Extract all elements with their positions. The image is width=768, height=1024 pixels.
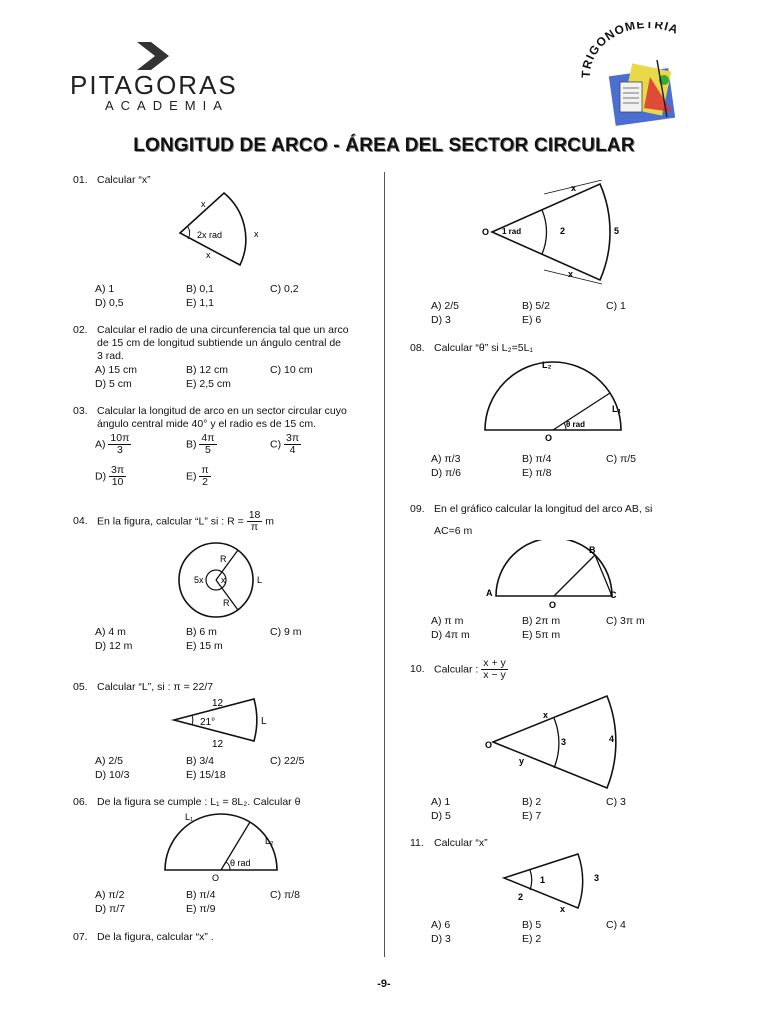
svg-text:3: 3 (594, 873, 600, 883)
options-q03: A) $\frac{10\pi}{3}$ B) $\frac{4\pi}{5}$ C) $\frac{3\pi}{4}$ D) $\frac{3\pi}{10}$ E) $\frac{\pi}{2}$ (95, 432, 300, 488)
options-q06: A) π/2 B) π/4 C) π/8 D) π/7 E) π/9 (95, 889, 300, 915)
question-02: 02. Calcular el radio de una circunferencia tal que un arco de 15 cm de longitud subtiende un ángulo central de 3 rad. (73, 324, 349, 362)
figure-q10 (483, 692, 623, 797)
question-10: 10. Calcular : $\frac{x + y}{x - y}$ (410, 657, 506, 681)
academy-logo (70, 38, 240, 118)
question-07: 07. De la figura, calcular “x” . (73, 931, 214, 943)
options-q02: A) 15 cm B) 12 cm C) 10 cm D) 5 cm E) 2,5 cm (95, 364, 313, 390)
svg-text:L: L (261, 716, 267, 727)
question-04: 04. En la figura, calcular “L” si : R = $\frac{18}{\pi}$ m (73, 509, 275, 533)
logo-subtitle: ACADEMIA (105, 98, 229, 113)
svg-text:L: L (257, 575, 263, 585)
badge-text (580, 22, 710, 85)
options-q10: A) 1 B) 2 C) 3 D) 5 E) 7 (431, 796, 626, 822)
svg-text:4: 4 (609, 734, 615, 744)
svg-text:O: O (482, 227, 490, 237)
svg-text:5: 5 (614, 226, 620, 236)
svg-text:θ rad: θ rad (566, 420, 585, 429)
question-11: 11. Calcular “x” (410, 837, 488, 849)
svg-text:A: A (486, 588, 493, 598)
svg-text:12: 12 (212, 698, 224, 709)
svg-text:R: R (223, 598, 230, 608)
svg-text:x: x (571, 183, 577, 193)
svg-text:x: x (221, 575, 226, 585)
svg-text:L₂: L₂ (542, 360, 552, 370)
svg-text:L₁: L₁ (185, 812, 194, 822)
svg-text:O: O (485, 740, 493, 750)
svg-text:x: x (560, 904, 566, 914)
question-01: 01. Calcular “x” (73, 174, 151, 186)
svg-text:θ rad: θ rad (230, 858, 251, 868)
page-number: -9- (377, 978, 391, 990)
svg-text:12: 12 (212, 739, 224, 750)
svg-text:2: 2 (518, 892, 524, 902)
options-q08: A) π/3 B) π/4 C) π/5 D) π/6 E) π/8 (431, 453, 636, 479)
options-q05: A) 2/5 B) 3/4 C) 22/5 D) 10/3 E) 15/18 (95, 755, 305, 781)
svg-text:5x: 5x (194, 575, 204, 585)
question-08: 08. Calcular “θ” si L₂=5L₁ (410, 342, 533, 354)
figure-q11 (500, 850, 610, 915)
options-q11: A) 6 B) 5 C) 4 D) 3 E) 2 (431, 919, 626, 945)
svg-text:x: x (201, 199, 206, 209)
question-09: 09. En el gráfico calcular la longitud del arco AB, si AC=6 m (410, 503, 653, 537)
figure-q05 (170, 695, 280, 750)
svg-text:O: O (212, 873, 220, 883)
svg-text:L₁: L₁ (612, 404, 622, 414)
svg-text:x: x (206, 250, 211, 260)
figure-q04 (175, 540, 275, 620)
page-title: LONGITUD DE ARCO - ÁREA DEL SECTOR CIRCULAR (133, 135, 635, 156)
chevron-logo-icon (135, 38, 171, 74)
svg-text:O: O (549, 600, 557, 610)
question-03: 03. Calcular la longitud de arco en un sector circular cuyo ángulo central mide 40° y el radio es de 15 cm. (73, 405, 347, 430)
svg-text:x: x (568, 269, 574, 279)
svg-text:2x rad: 2x rad (197, 230, 223, 240)
svg-text:TRIGONOMETRÍA: TRIGONOMETRÍA (580, 22, 681, 79)
svg-text:C: C (610, 590, 617, 600)
svg-text:y: y (519, 756, 525, 766)
svg-text:x: x (543, 710, 549, 720)
options-q07: A) 2/5 B) 5/2 C) 1 D) 3 E) 6 (431, 300, 626, 326)
svg-text:1: 1 (540, 875, 546, 885)
logo-name: PITAGORAS (70, 70, 238, 100)
question-05: 05. Calcular “L”, si : π = 22/7 (73, 681, 214, 693)
svg-text:3: 3 (561, 737, 567, 747)
question-06: 06. De la figura se cumple : L₁ = 8L₂. Calcular θ (73, 796, 301, 808)
figure-q09 (480, 540, 625, 612)
svg-text:2: 2 (560, 226, 566, 236)
svg-text:x: x (254, 229, 259, 239)
svg-text:1 rad: 1 rad (502, 227, 522, 236)
svg-text:R: R (220, 554, 227, 564)
figure-q07 (480, 180, 630, 285)
figure-q01 (170, 185, 280, 275)
figure-q06 (160, 810, 285, 885)
options-q01: A) 1 B) 0,1 C) 0,2 D) 0,5 E) 1,1 (95, 283, 299, 309)
svg-text:L₂: L₂ (265, 836, 274, 846)
figure-q08 (480, 357, 630, 447)
svg-text:21°: 21° (200, 717, 216, 728)
trig-badge (572, 22, 712, 132)
options-q09: A) π m B) 2π m C) 3π m D) 4π m E) 5π m (431, 615, 645, 641)
column-divider (384, 172, 385, 957)
svg-text:O: O (545, 433, 553, 443)
svg-text:B: B (589, 545, 596, 555)
options-q04: A) 4 m B) 6 m C) 9 m D) 12 m E) 15 m (95, 626, 302, 652)
